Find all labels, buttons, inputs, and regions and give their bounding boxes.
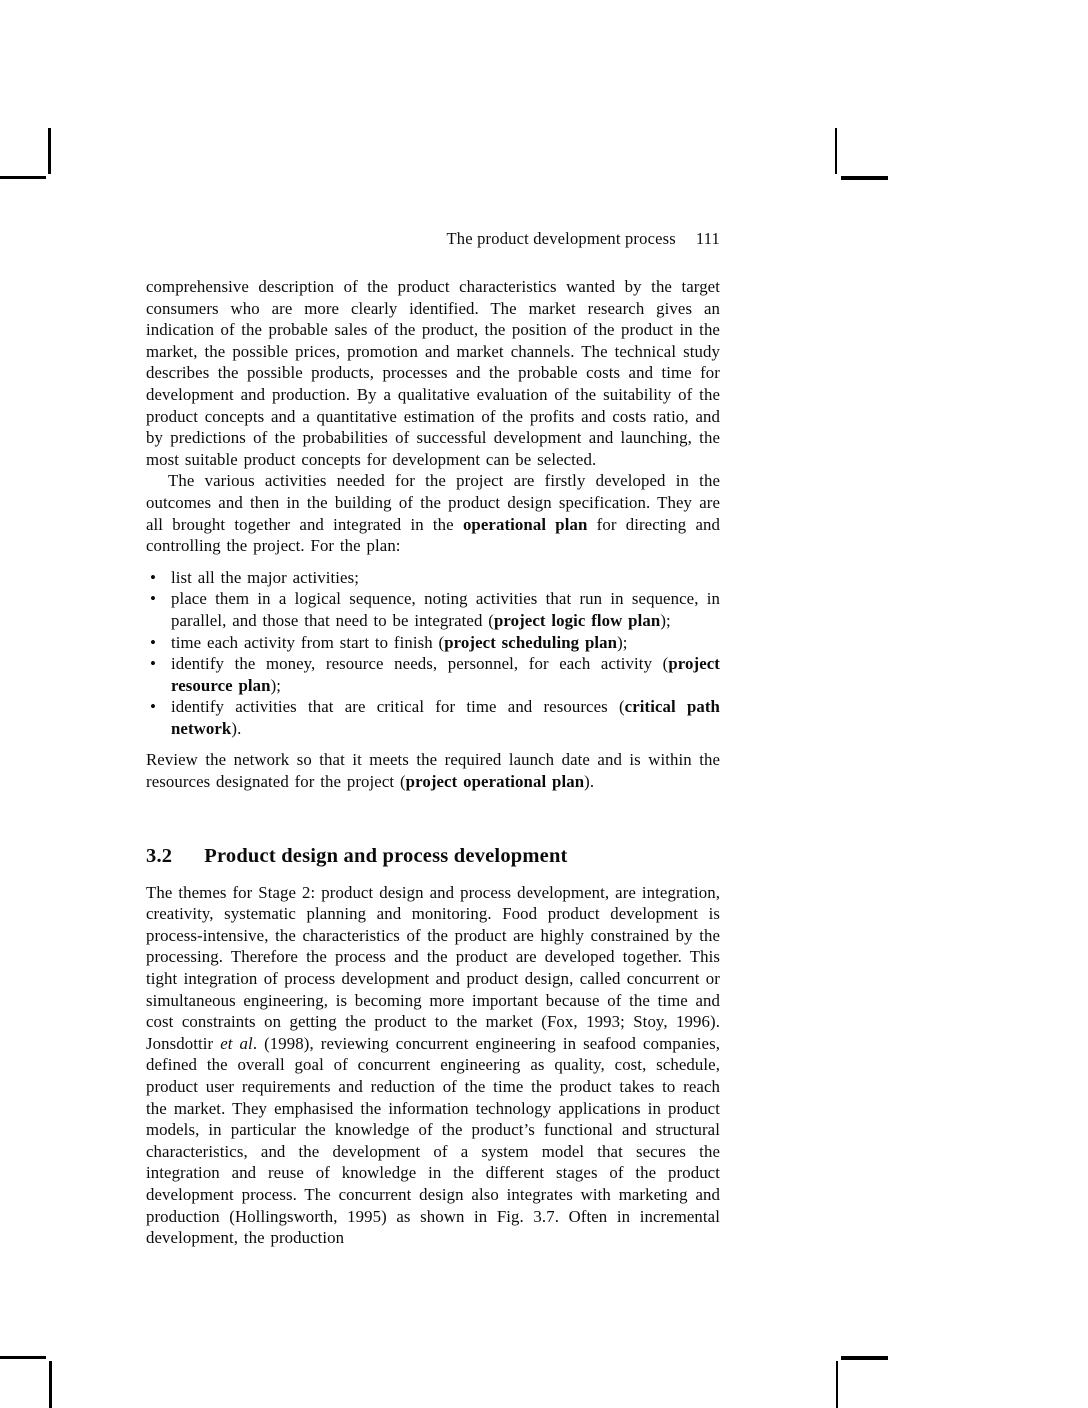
paragraph (146, 882, 720, 1249)
crop-mark-bottom-right-horizontal (841, 1356, 888, 1360)
crop-mark-top-right-vertical (835, 128, 837, 174)
body-text: comprehensive description of the product characteristics wanted by the target consumers who are more clearly identified. The market research gives an indication of the probable sales of the product, the position of the product in the market, the possible prices, promotion and market channels. The technical study describes the possible products, processes and the probable costs and time for development and production. By a qualitative evaluation of the suitability of the product concepts and a quantitative estimation of the profits and costs ratio, and by predictions of the probabilities of successful development and launching, the most suitable product concepts for development can be selected. (146, 277, 720, 469)
body-text: place them in a logical sequence, noting activities that run in sequence, in parallel, and those that need to be integrated ( (171, 589, 720, 630)
paragraph (146, 470, 720, 556)
running-header-title: The product development process (446, 229, 676, 248)
bullet-list-item (171, 653, 720, 696)
italic-text: et al (220, 1033, 253, 1053)
bold-text: critical path network (171, 697, 720, 738)
bullet-list-item (171, 588, 720, 631)
document-body (146, 276, 720, 1249)
bullet-list-item (171, 632, 720, 654)
crop-mark-top-right-horizontal (841, 176, 888, 180)
page-number: 111 (695, 229, 720, 248)
bold-text: operational plan (462, 514, 588, 534)
crop-mark-top-left-vertical (48, 128, 51, 174)
body-text: identify activities that are critical for time and resources ( (171, 697, 625, 717)
bold-text: project operational plan (405, 772, 585, 792)
crop-mark-bottom-left-vertical (49, 1361, 52, 1408)
body-text: The themes for Stage 2: product design and process development, are integration, creativity, systematic planning and monitoring. Food product development is process-intensive, the characteristics of the product are highly constrained by the processing. Therefore the process and the product are developed together. This tight integration of process development and product design, called concurrent or simultaneous engineering, is becoming more important because of the time and cost constraints on getting the product to the market (Fox, 1993; Stoy, 1996). Jonsdottir (146, 882, 720, 1053)
paragraph (146, 749, 720, 792)
body-text: . (1998), reviewing concurrent engineering in seafood companies, defined the overall goal of concurrent engineering as quality, cost, schedule, product user requirements and reduction of the time the product takes to reach the market. They emphasised the information technology applications in product models, in particular the knowledge of the product’s functional and structural characteristics, and the development of a system model that secures the integration and reuse of knowledge in the different stages of the product development process. The concurrent design also integrates with marketing and production (Hollingsworth, 1995) as shown in Fig. 3.7. Often in incremental development, the production (146, 1033, 721, 1248)
crop-mark-bottom-right-vertical (836, 1361, 838, 1408)
body-text: ); (270, 675, 282, 695)
bold-text: project scheduling plan (444, 632, 618, 652)
section-title: Product design and process development (204, 844, 568, 867)
bullet-list (146, 567, 720, 740)
body-text: ). (584, 772, 595, 792)
section-heading (146, 845, 720, 868)
section-number: 3.2 (146, 844, 173, 867)
body-text: ); (617, 632, 628, 652)
body-text: ); (660, 610, 671, 630)
crop-mark-bottom-left-horizontal (0, 1356, 46, 1359)
bullet-list-item (171, 696, 720, 739)
crop-mark-top-left-horizontal (0, 176, 46, 179)
bullet-list-item (171, 567, 720, 589)
body-text: identify the money, resource needs, personnel, for each activity ( (171, 654, 669, 674)
body-text: for directing and controlling the project. For the plan: (146, 514, 721, 556)
bold-text: project logic flow plan (493, 610, 661, 630)
page-text-block (146, 230, 720, 1249)
bold-text: project resource plan (171, 654, 720, 695)
body-text: list all the major activities; (171, 567, 359, 587)
paragraph (146, 276, 720, 470)
body-text: Review the network so that it meets the required launch date and is within the resources designated for the project ( (146, 750, 720, 792)
body-text: The various activities needed for the project are firstly developed in the outcomes and then in the building of the product design specification. They are all brought together and integrated in the (146, 471, 720, 534)
body-text: time each activity from start to finish ( (171, 632, 445, 652)
running-header (146, 230, 720, 248)
body-text: ). (231, 718, 242, 738)
